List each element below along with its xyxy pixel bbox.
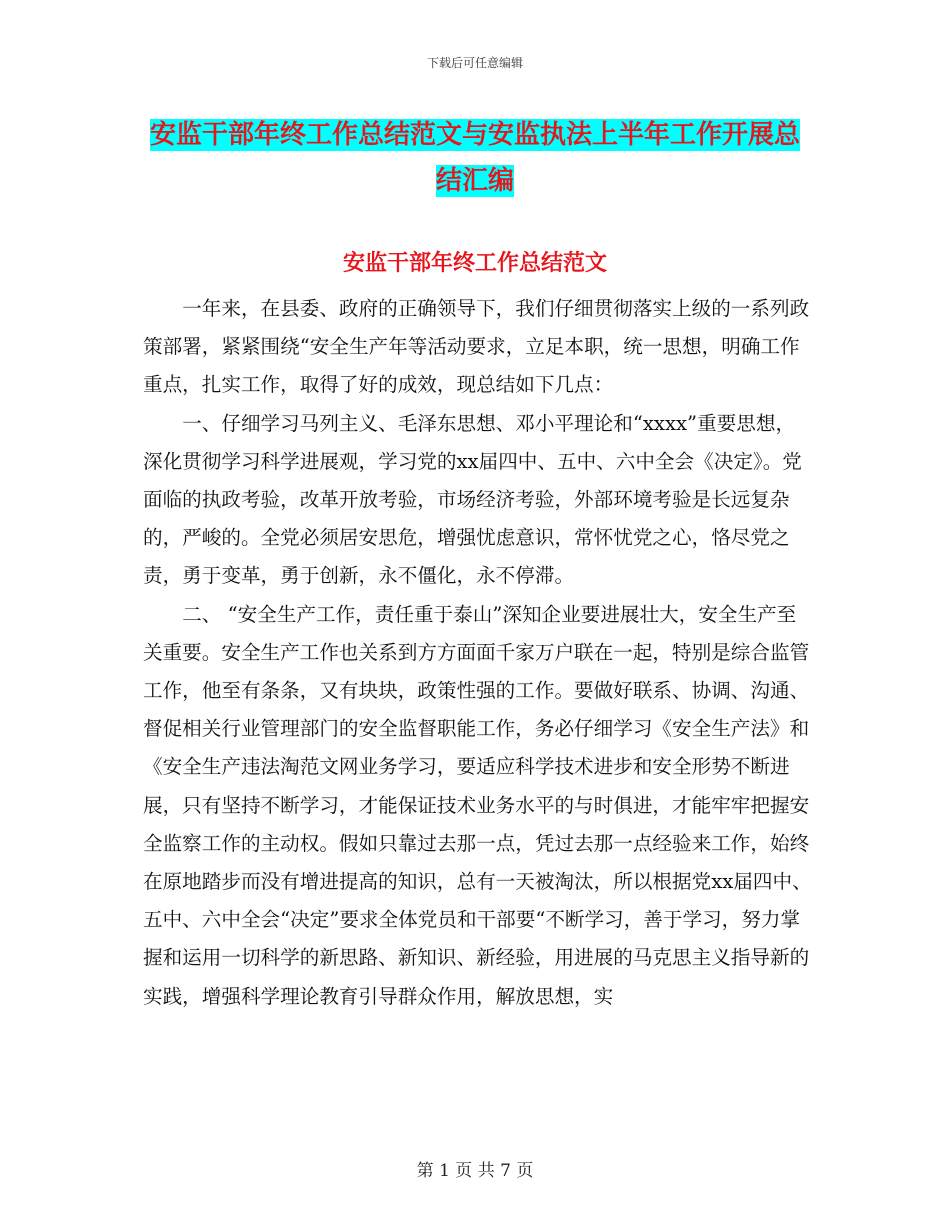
title-highlight: 安监干部年终工作总结范文与安监执法上半年工作开展总结汇编 bbox=[150, 120, 801, 196]
section-title: 安监干部年终工作总结范文 bbox=[342, 251, 607, 276]
paragraph-intro: 一年来，在县委、政府的正确领导下，我们仔细贯彻落实上级的一系列政策部署，紧紧围绕“安全生产年等活动要求，立足本职，统一思想，明确工作重点，扎实工作，取得了好的成效，现总结如下几点： bbox=[143, 297, 810, 397]
header-note: 下载后可任意编辑 bbox=[426, 56, 523, 70]
paragraph-one: 一、仔细学习马列主义、毛泽东思想、邓小平理论和“xxxx”重要思想，深化贯彻学习科学进展观，学习党的xx届四中、五中、六中全会《决定》。党面临的执政考验，改革开放考验，市场经济考验，外部环境考验是长远复杂的，严峻的。全党必须居安思危，增强忧虑意识，常怀忧党之心，恪尽党之责，勇于变革，勇于创新，永不僵化，永不停滞。 bbox=[143, 411, 802, 588]
page-footer: 第 1 页 共 7 页 bbox=[416, 1161, 534, 1181]
document-body bbox=[143, 290, 813, 1016]
paragraph-two: 二、 “安全生产工作，责任重于泰山”深知企业要进展壮大，安全生产至关重要。安全生产工作也关系到方方面面千家万户联在一起，特别是综合监管工作，他至有条条，又有块块，政策性强的工作。要做好联系、协调、沟通、督促相关行业管理部门的安全监督职能工作，务必仔细学习《安全生产法》和《安全生产违法淘范文网业务学习，要适应科学技术进步和安全形势不断进展，只有坚持不断学习，才能保证技术业务水平的与时俱进，才能牢牢把握安全监察工作的主动权。假如只靠过去那一点，凭过去那一点经验来工作，始终在原地踏步而没有增进提高的知识，总有一天被淘汰，所以根据党xx届四中、五中、六中全会“决定”要求全体党员和干部要“不断学习，善于学习，努力掌握和运用一切科学的新思路、新知识、新经验，用进展的马克思主义指导新的实践，增强科学理论教育引导群众作用，解放思想，实 bbox=[143, 602, 812, 1008]
document-title bbox=[150, 112, 800, 204]
